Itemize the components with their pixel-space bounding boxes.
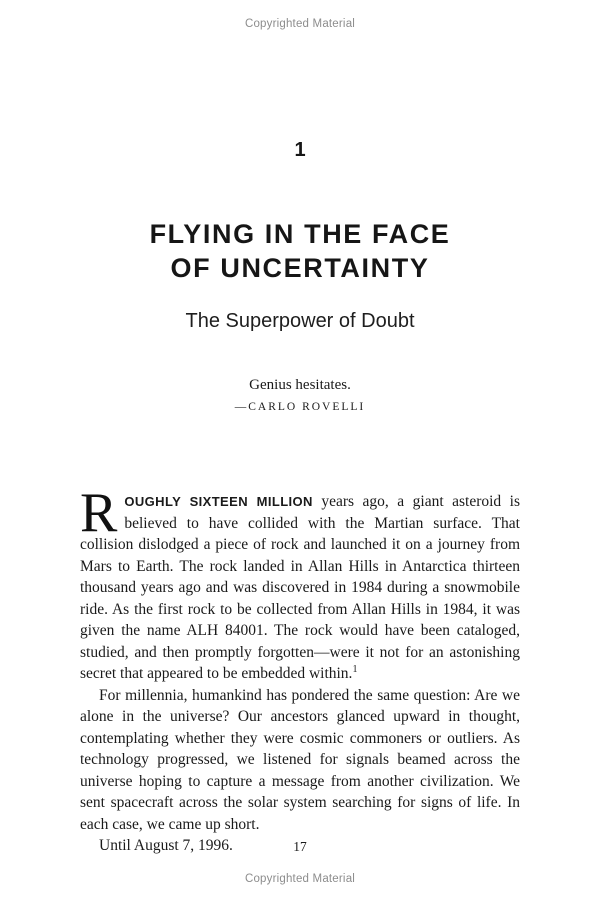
chapter-title-line1: FLYING IN THE FACE <box>149 219 451 249</box>
chapter-number: 1 <box>294 139 306 161</box>
chapter-title <box>80 217 520 285</box>
body-text <box>80 482 520 857</box>
lead-small-caps: OUGHLY SIXTEEN MILLION <box>124 494 313 509</box>
drop-cap: R <box>80 482 118 544</box>
paragraph-3: Until August 7, 1996. <box>99 837 233 854</box>
paragraph-1-text: years ago, a giant asteroid is believed to have collided with the Martian surface. That collision dislodged a piece of rock and launched it on a journey from Mars to Earth. The rock landed in Allan Hills in Antarctica thirteen thousand years ago and was discovered in 1984 during a snowmobile ride. As the first rock to be collected from Allan Hills in 1984, it was given the name ALH 84001. The rock would have been cataloged, studied, and then promptly forgotten—were it not for an astonishing secret that appeared to be embedded within. <box>80 493 520 682</box>
paragraph-2: For millennia, humankind has pondered the same question: Are we alone in the universe? Our ancestors glanced upward in thought, contemplating whether they were cosmic commoners or outliers. As technology progressed, we listened for signals beamed across the universe hoping to capture a message from another civilization. We sent spacecraft across the solar system searching for signs of life. In each case, we came up short. <box>80 686 520 833</box>
epigraph-attribution: —CARLO ROVELLI <box>234 401 366 413</box>
copyright-notice-top: Copyrighted Material <box>244 18 356 30</box>
chapter-title-line2: OF UNCERTAINTY <box>170 253 430 283</box>
copyright-notice-bottom: Copyrighted Material <box>244 873 356 885</box>
page-number: 17 <box>293 839 307 854</box>
paragraph-1 <box>80 482 520 685</box>
footnote-marker: 1 <box>352 663 358 675</box>
epigraph-quote: Genius hesitates. <box>249 377 351 393</box>
chapter-subtitle: The Superpower of Doubt <box>185 310 415 332</box>
